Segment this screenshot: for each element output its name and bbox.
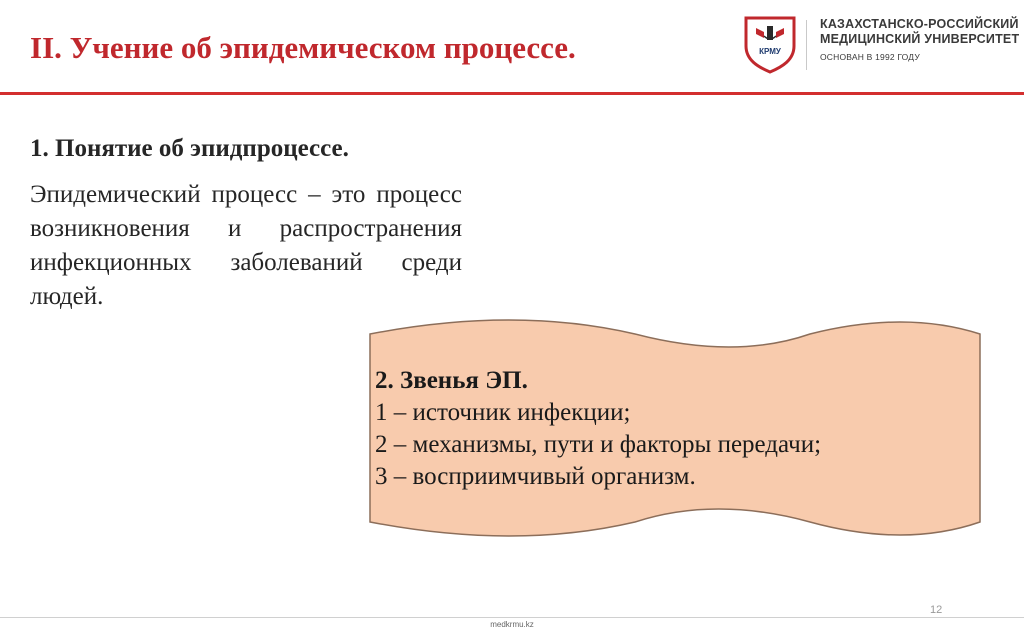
footer-url: medkrmu.kz — [490, 620, 534, 629]
section1-heading: 1. Понятие об эпидпроцессе. — [30, 135, 349, 162]
university-logo — [740, 14, 800, 74]
footer-divider — [0, 617, 1024, 618]
title-divider — [0, 92, 1024, 95]
section2-item: 1 – источник инфекции; — [375, 399, 631, 426]
section2-heading: 2. Звенья ЭП. — [375, 367, 528, 394]
university-name-line2: МЕДИЦИНСКИЙ УНИВЕРСИТЕТ — [820, 32, 1020, 46]
university-name-line1: КАЗАХСТАНСКО-РОССИЙСКИЙ — [820, 17, 1019, 31]
university-founded: ОСНОВАН В 1992 ГОДУ — [820, 52, 920, 62]
page-number: 12 — [930, 604, 943, 616]
section1-text: Эпидемический процесс – это процесс возникновения и распространения инфекционных заболеваний среди людей. — [30, 181, 462, 310]
logo-separator — [806, 20, 807, 70]
section2-item: 2 – механизмы, пути и факторы передачи; — [375, 431, 822, 458]
section2-item: 3 – восприимчивый организм. — [375, 463, 696, 490]
svg-text:КРМУ: КРМУ — [759, 47, 781, 56]
slide-title: II. Учение об эпидемическом процессе. — [30, 30, 576, 65]
university-name-block — [820, 17, 1019, 62]
section2-content — [375, 365, 821, 493]
